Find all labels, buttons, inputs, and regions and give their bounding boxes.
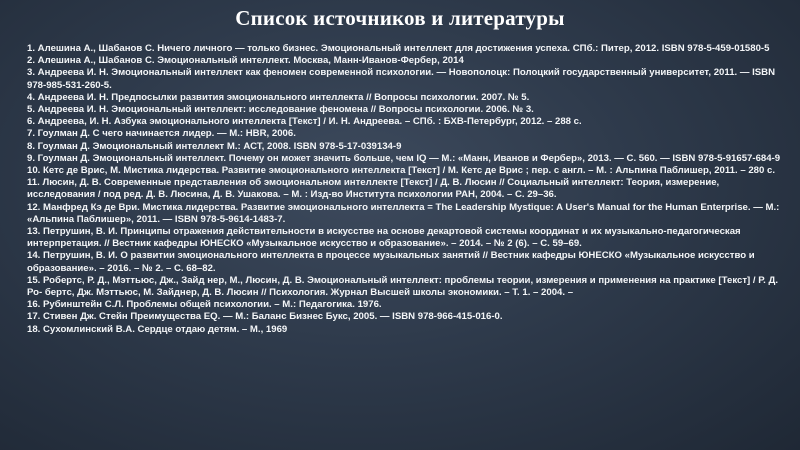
reference-item: 7. Гоулман Д. С чего начинается лидер. — М.: HBR, 2006. [27,128,296,140]
reference-item: 3. Андреева И. Н. Эмоциональный интеллект как феномен современной психологии. — Новополоцк: Полоцкий государственный университет, 2011. — ISBN 978-985-531-260-5. [27,67,776,91]
reference-item: 18. Сухомлинский В.А. Сердце отдаю детям. – М., 1969 [27,323,288,335]
reference-item: 2. Алешина А., Шабанов С. Эмоциональный интеллект. Москва, Манн-Иванов-Фербер, 2014 [27,55,464,67]
reference-item: 14. Петрушин, В. И. О развитии эмоционального интеллекта в процессе музыкальных занятий // Вестник кафедры ЮНЕСКО «Музыкальное искусство и образование». – 2016. – № 2. – С. 68–82. [27,250,755,274]
reference-item: 17. Стивен Дж. Стейн Преимущества EQ. — М.: Баланс Бизнес Букс, 2005. — ISBN 978-966-415-016-0. [27,311,503,323]
reference-item: 12. Манфред Кэ де Ври. Мистика лидерства. Развитие эмоционального интеллекта = The Leadership Mystique: A User's Manual for the Human Enterprise. — М.: «Альпина Паблишер», 2011. — ISBN 978-5-9614-1483-7. [27,201,780,225]
reference-item: 10. Кетс де Врис, М. Мистика лидерства. Развитие эмоционального интеллекта [Текст] / М. Кетс де Врис ; пер. с англ. – М. : Альпина Паблишер, 2011. – 280 с. [27,165,776,177]
reference-item: 4. Андреева И. Н. Предпосылки развития эмоционального интеллекта // Вопросы психологии. 2007. № 5. [27,91,530,103]
reference-list [27,43,787,336]
reference-item: 13. Петрушин, В. И. Принципы отражения действительности в искусстве на основе декартовой системы координат и их музыкально-педагогическая интерпретация. // Вестник кафедры ЮНЕСКО «Музыкальное искусство и образование». – 2014. – № 2 (6). – С. 59–69. [27,226,741,250]
reference-item: 8. Гоулман Д. Эмоциональный интеллект М.: АСТ, 2008. ISBN 978-5-17-039134-9 [27,140,402,152]
reference-item: 9. Гоулман Д. Эмоциональный интеллект. Почему он может значить больше, чем IQ — М.: «Манн, Иванов и Фербер», 2013. — С. 560. — ISBN 978-5-91657-684-9 [27,152,781,164]
reference-item: 11. Люсин, Д. В. Современные представления об эмоциональном интеллекте [Текст] / Д. В. Люсин // Социальный интеллект: Теория, измерение, исследования / под ред. Д. В. Люсина, Д. В. Ушакова. – М. : Изд-во Института психологии РАН, 2004. – С. 29–36. [27,177,720,201]
slide-title: Список источников и литературы [235,6,565,30]
reference-item: 6. Андреева, И. Н. Азбука эмоционального интеллекта [Текст] / И. Н. Андреева. – СПб. : БХВ-Петербург, 2012. – 288 с. [27,116,582,128]
reference-item: 16. Рубинштейн С.Л. Проблемы общей психологии. – М.: Педагогика. 1976. [27,299,382,311]
reference-item: 15. Робертс, Р. Д., Мэттьюс, Дж., Зайд нер, М., Люсин, Д. В. Эмоциональный интеллект: проблемы теории, измерения и применения на практике [Текст] / Р. Д. Ро- бертс, Дж. Мэттьюс, М. Зайднер, Д. В. Люсин // Психология. Журнал Высшей школы экономики. – Т. 1. – 2004. – [27,274,779,299]
reference-item: 1. Алешина А., Шабанов С. Ничего личного — только бизнес. Эмоциональный интеллект для достижения успеха. СПб.: Питер, 2012. ISBN 978-5-459-01580-5 [27,43,770,54]
reference-item: 5. Андреева И. Н. Эмоциональный интеллект: исследование феномена // Вопросы психологии. 2006. № 3. [27,104,534,116]
